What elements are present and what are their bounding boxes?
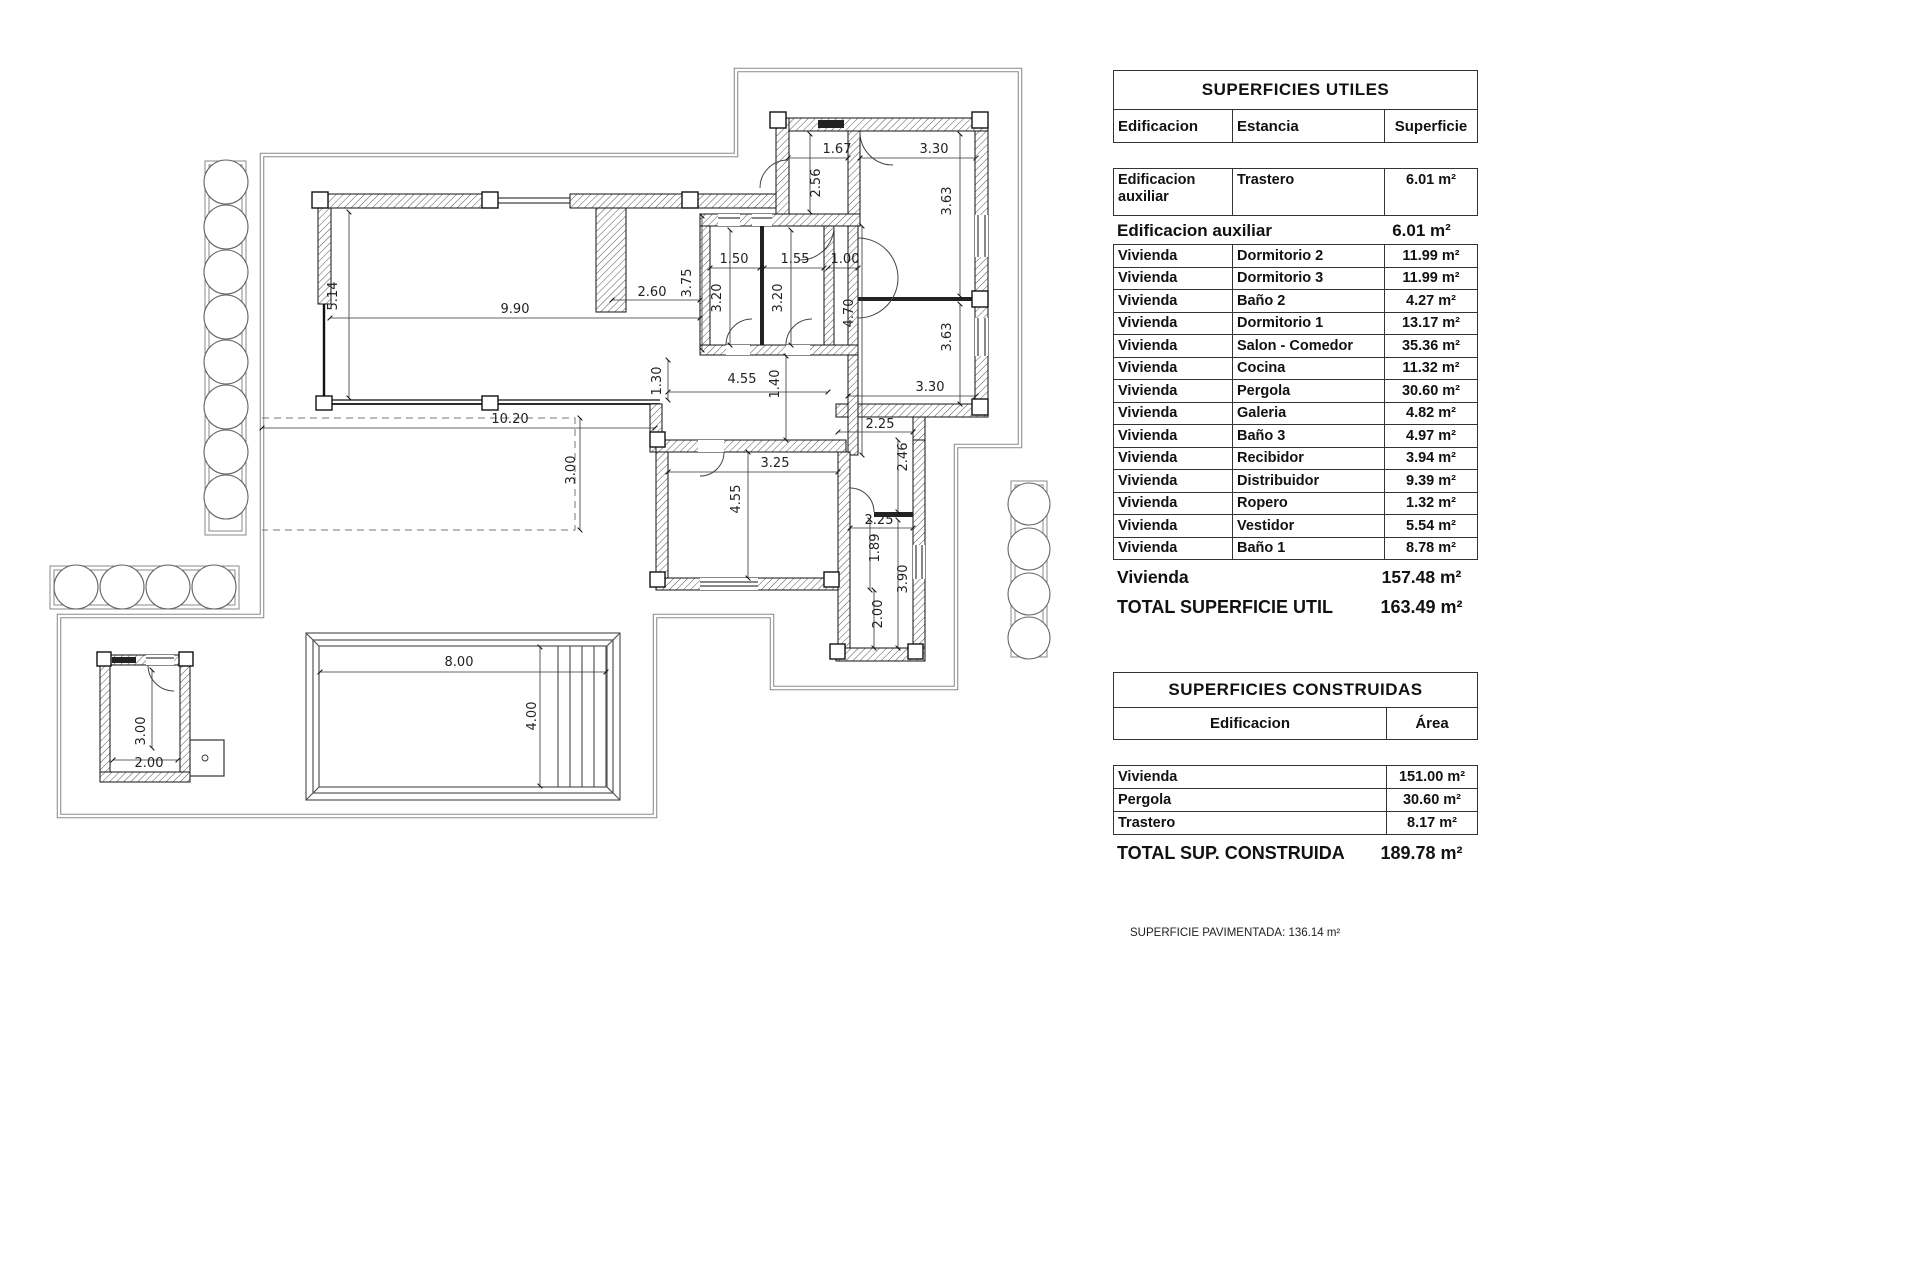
dimension-label: 4.70	[842, 298, 857, 328]
table-cell: Vivienda	[1118, 292, 1178, 309]
dimension-label: 2.25	[865, 417, 895, 432]
table-cell: Vivienda	[1118, 247, 1178, 264]
table-cell: Vivienda	[1118, 270, 1178, 287]
dimension-label: 4.00	[525, 701, 540, 731]
dimension-label: 5.14	[326, 281, 341, 311]
table-cell: Salon - Comedor	[1232, 335, 1384, 357]
dimension-label: 1.55	[780, 252, 810, 267]
table-cell: Cocina	[1232, 358, 1384, 380]
table-cell: Dormitorio 2	[1232, 245, 1384, 267]
table-cell: Galeria	[1232, 403, 1384, 425]
subtotal-value: 6.01 m²	[1392, 220, 1451, 240]
table-cell: Pergola	[1118, 792, 1172, 808]
total-label: TOTAL SUP. CONSTRUIDA	[1117, 843, 1345, 863]
table-title: SUPERFICIES UTILES	[1113, 70, 1478, 110]
table-row	[1113, 289, 1478, 313]
column-header-estancia: Estancia	[1232, 110, 1384, 142]
dimension-label: 2.56	[809, 168, 824, 198]
table-cell: Vivienda	[1118, 495, 1178, 512]
table-cell: Baño 3	[1232, 425, 1384, 447]
table-row	[1113, 334, 1478, 358]
table-header-row	[1113, 109, 1478, 143]
table-cell: Vivienda	[1118, 427, 1178, 444]
table-row	[1113, 357, 1478, 381]
table-cell: 11.99 m²	[1384, 268, 1477, 290]
dimension-label: 3.20	[771, 283, 786, 313]
subtotal-label: Edificacion auxiliar	[1117, 220, 1272, 240]
table-row	[1113, 492, 1478, 516]
paved-terrace-dashed	[262, 418, 575, 530]
table-cell: Distribuidor	[1232, 470, 1384, 492]
dimension-label: 2.25	[864, 513, 894, 528]
table-cell: 35.36 m²	[1384, 335, 1477, 357]
table-body	[1113, 765, 1478, 835]
table-cell: Vivienda	[1118, 540, 1178, 557]
cell-estancia: Trastero	[1232, 169, 1384, 215]
total-label: TOTAL SUPERFICIE UTIL	[1117, 597, 1334, 617]
table-cell: 4.27 m²	[1384, 290, 1477, 312]
column-header-edificacion: Edificacion	[1118, 117, 1199, 135]
table-superficies-construidas	[1113, 672, 1478, 869]
table-title: SUPERFICIES CONSTRUIDAS	[1113, 672, 1478, 708]
dimension-label: 1.30	[650, 366, 665, 396]
total-sup-construida	[1113, 838, 1478, 869]
tree-band-left	[204, 160, 248, 535]
dimension-label: 3.00	[564, 455, 579, 485]
dimension-label: 3.63	[940, 186, 955, 216]
total-value: 163.49 m²	[1380, 597, 1463, 617]
column-header-edificacion: Edificacion	[1209, 715, 1291, 732]
dimension-label: 10.20	[491, 412, 529, 427]
dimension-label: 1.00	[830, 252, 860, 267]
subtotal-edificacion-auxiliar	[1113, 216, 1478, 245]
table-cell: 5.54 m²	[1384, 515, 1477, 537]
dimension-label: 1.67	[822, 142, 852, 157]
table-cell: Vivienda	[1118, 405, 1178, 422]
table-row	[1113, 447, 1478, 471]
subtotal-value: 157.48 m²	[1381, 567, 1462, 587]
table-row	[1113, 469, 1478, 493]
table-cell: Vestidor	[1232, 515, 1384, 537]
dimension-label: 8.00	[444, 655, 474, 670]
table-cell: Baño 2	[1232, 290, 1384, 312]
table-cell: Vivienda	[1118, 360, 1178, 377]
table-cell: Pergola	[1232, 380, 1384, 402]
table-cell: 1.32 m²	[1384, 493, 1477, 515]
subtotal-label: Vivienda	[1117, 567, 1189, 587]
table-cell: 11.32 m²	[1384, 358, 1477, 380]
table-cell: Vivienda	[1118, 315, 1178, 332]
table-cell: Baño 1	[1232, 538, 1384, 560]
dimension-label: 4.55	[729, 484, 744, 514]
table-cell: Vivienda	[1118, 382, 1178, 399]
dimension-label: 9.90	[500, 302, 530, 317]
table-cell: 3.94 m²	[1384, 448, 1477, 470]
table-row	[1113, 402, 1478, 426]
tree-band-bottom-left	[50, 565, 239, 609]
dimension-label: 2.60	[637, 285, 667, 300]
table-gap	[1113, 740, 1478, 766]
table-row	[1113, 267, 1478, 291]
table-cell: Recibidor	[1232, 448, 1384, 470]
dimension-label: 3.25	[760, 456, 790, 471]
table-cell: Vivienda	[1118, 517, 1178, 534]
table-superficies-utiles	[1113, 70, 1478, 623]
aux-equipment-box	[190, 740, 224, 776]
table-cell: 11.99 m²	[1384, 245, 1477, 267]
dimension-label: 2.00	[134, 756, 164, 771]
dimension-label: 3.20	[710, 283, 725, 313]
pool-steps	[558, 646, 606, 787]
total-value: 189.78 m²	[1380, 843, 1463, 863]
table-row-trastero	[1113, 168, 1478, 216]
dimension-label: 2.00	[871, 599, 886, 629]
column-header-superficie: Superficie	[1384, 110, 1477, 142]
cell-edificacion: Edificacion auxiliar	[1118, 172, 1196, 205]
dimension-label: 3.63	[940, 322, 955, 352]
table-gap	[1113, 143, 1478, 169]
table-cell: 8.17 m²	[1386, 812, 1477, 834]
table-cell: 8.78 m²	[1384, 538, 1477, 560]
subtotal-vivienda	[1113, 563, 1478, 592]
table-cell: Vivienda	[1118, 472, 1178, 489]
table-cell: Dormitorio 1	[1232, 313, 1384, 335]
table-row	[1113, 424, 1478, 448]
table-row	[1113, 312, 1478, 336]
dimension-label: 3.30	[915, 380, 945, 395]
table-cell: 30.60 m²	[1384, 380, 1477, 402]
table-cell: Trastero	[1118, 815, 1176, 831]
table-cell: Ropero	[1232, 493, 1384, 515]
dimension-label: 3.00	[134, 716, 149, 746]
table-row	[1113, 244, 1478, 268]
table-cell: Dormitorio 3	[1232, 268, 1384, 290]
table-cell: 4.82 m²	[1384, 403, 1477, 425]
table-header-row	[1113, 707, 1478, 740]
table-row	[1113, 537, 1478, 561]
dimension-label: 3.30	[919, 142, 949, 157]
table-cell: 9.39 m²	[1384, 470, 1477, 492]
dimension-label: 1.50	[719, 252, 749, 267]
table-cell: Vivienda	[1118, 337, 1178, 354]
table-cell: 151.00 m²	[1386, 766, 1477, 788]
total-superficie-util	[1113, 592, 1478, 623]
table-cell: Vivienda	[1118, 769, 1178, 785]
table-cell: 13.17 m²	[1384, 313, 1477, 335]
cell-superficie: 6.01 m²	[1384, 169, 1477, 215]
table-row	[1113, 514, 1478, 538]
dimension-label: 2.46	[896, 442, 911, 472]
dimension-label: 3.90	[896, 564, 911, 594]
table-row	[1113, 379, 1478, 403]
table-row	[1113, 765, 1478, 789]
paved-surface-note: SUPERFICIE PAVIMENTADA: 136.14 m²	[1130, 927, 1341, 939]
table-cell: 4.97 m²	[1384, 425, 1477, 447]
table-cell: Vivienda	[1118, 450, 1178, 467]
dimension-label: 3.75	[680, 268, 695, 298]
tree-band-right	[1008, 481, 1050, 659]
table-row	[1113, 811, 1478, 835]
table-row	[1113, 788, 1478, 812]
dimension-label: 1.89	[868, 533, 883, 563]
dimension-label: 4.55	[727, 372, 757, 387]
table-cell: 30.60 m²	[1386, 789, 1477, 811]
column-header-area: Área	[1386, 708, 1477, 739]
table-body-vivienda	[1113, 244, 1478, 560]
dimension-label: 1.40	[768, 369, 783, 399]
